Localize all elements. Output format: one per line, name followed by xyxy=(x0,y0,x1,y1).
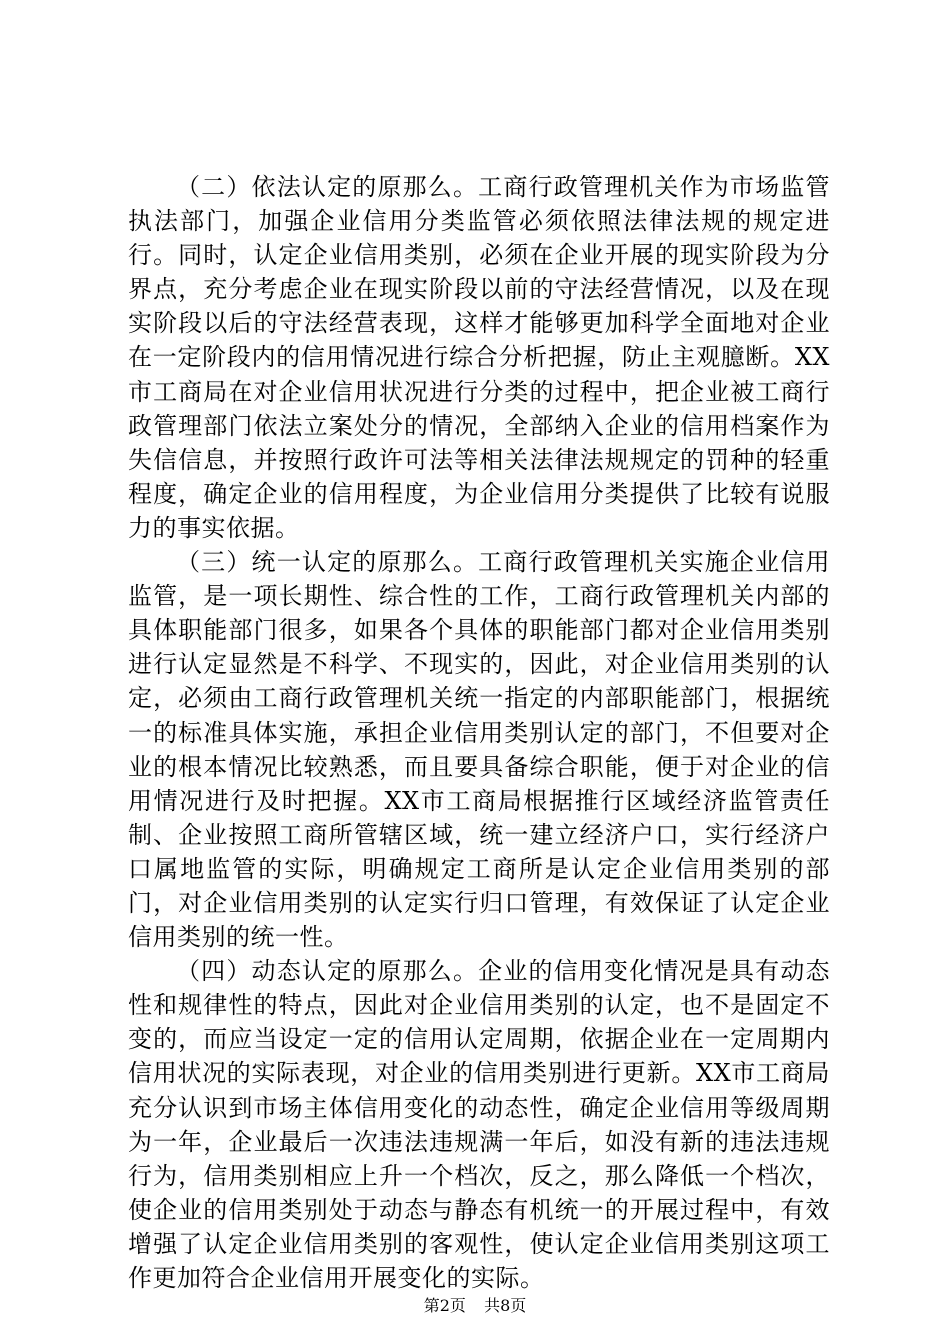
page-number: 第2页 xyxy=(423,1296,466,1315)
document-body xyxy=(128,170,830,1295)
paragraph-two: （二）依法认定的原那么。工商行政管理机关作为市场监管执法部门，加强企业信用分类监管必须依照法律法规的规定进行。同时，认定企业信用类别，必须在企业开展的现实阶段为分界点，充分考虑企业在现实阶段以前的守法经营情况，以及在现实阶段以后的守法经营表现，这样才能够更加科学全面地对企业在一定阶段内的信用情况进行综合分析把握，防止主观臆断。XX市工商局在对企业信用状况进行分类的过程中，把企业被工商行政管理部门依法立案处分的情况，全部纳入企业的信用档案作为失信信息，并按照行政许可法等相关法律法规规定的罚种的轻重程度，确定企业的信用程度，为企业信用分类提供了比较有说服力的事实依据。 xyxy=(128,173,830,542)
page-total: 共8页 xyxy=(484,1296,527,1315)
paragraph-four: （四）动态认定的原那么。企业的信用变化情况是具有动态性和规律性的特点，因此对企业信用类别的认定，也不是固定不变的，而应当设定一定的信用认定周期，依据企业在一定周期内信用状况的实际表现，对企业的信用类别进行更新。XX市工商局充分认识到市场主体信用变化的动态性，确定企业信用等级周期为一年，企业最后一次违法违规满一年后，如没有新的违法违规行为，信用类别相应上升一个档次，反之，那么降低一个档次，使企业的信用类别处于动态与静态有机统一的开展过程中，有效增强了认定企业信用类别的客观性，使认定企业信用类别这项工作更加符合企业信用开展变化的实际。 xyxy=(128,957,830,1292)
page-footer xyxy=(0,1296,950,1316)
paragraph-three: （三）统一认定的原那么。工商行政管理机关实施企业信用监管，是一项长期性、综合性的工作，工商行政管理机关内部的具体职能部门很多，如果各个具体的职能部门都对企业信用类别进行认定显然是不科学、不现实的，因此，对企业信用类别的认定，必须由工商行政管理机关统一指定的内部职能部门，根据统一的标准具体实施，承担企业信用类别认定的部门，不但要对企业的根本情况比较熟悉，而且要具备综合职能，便于对企业的信用情况进行及时把握。XX市工商局根据推行区域经济监管责任制、企业按照工商所管辖区域，统一建立经济户口，实行经济户口属地监管的实际，明确规定工商所是认定企业信用类别的部门，对企业信用类别的认定实行归口管理，有效保证了认定企业信用类别的统一性。 xyxy=(128,548,830,952)
